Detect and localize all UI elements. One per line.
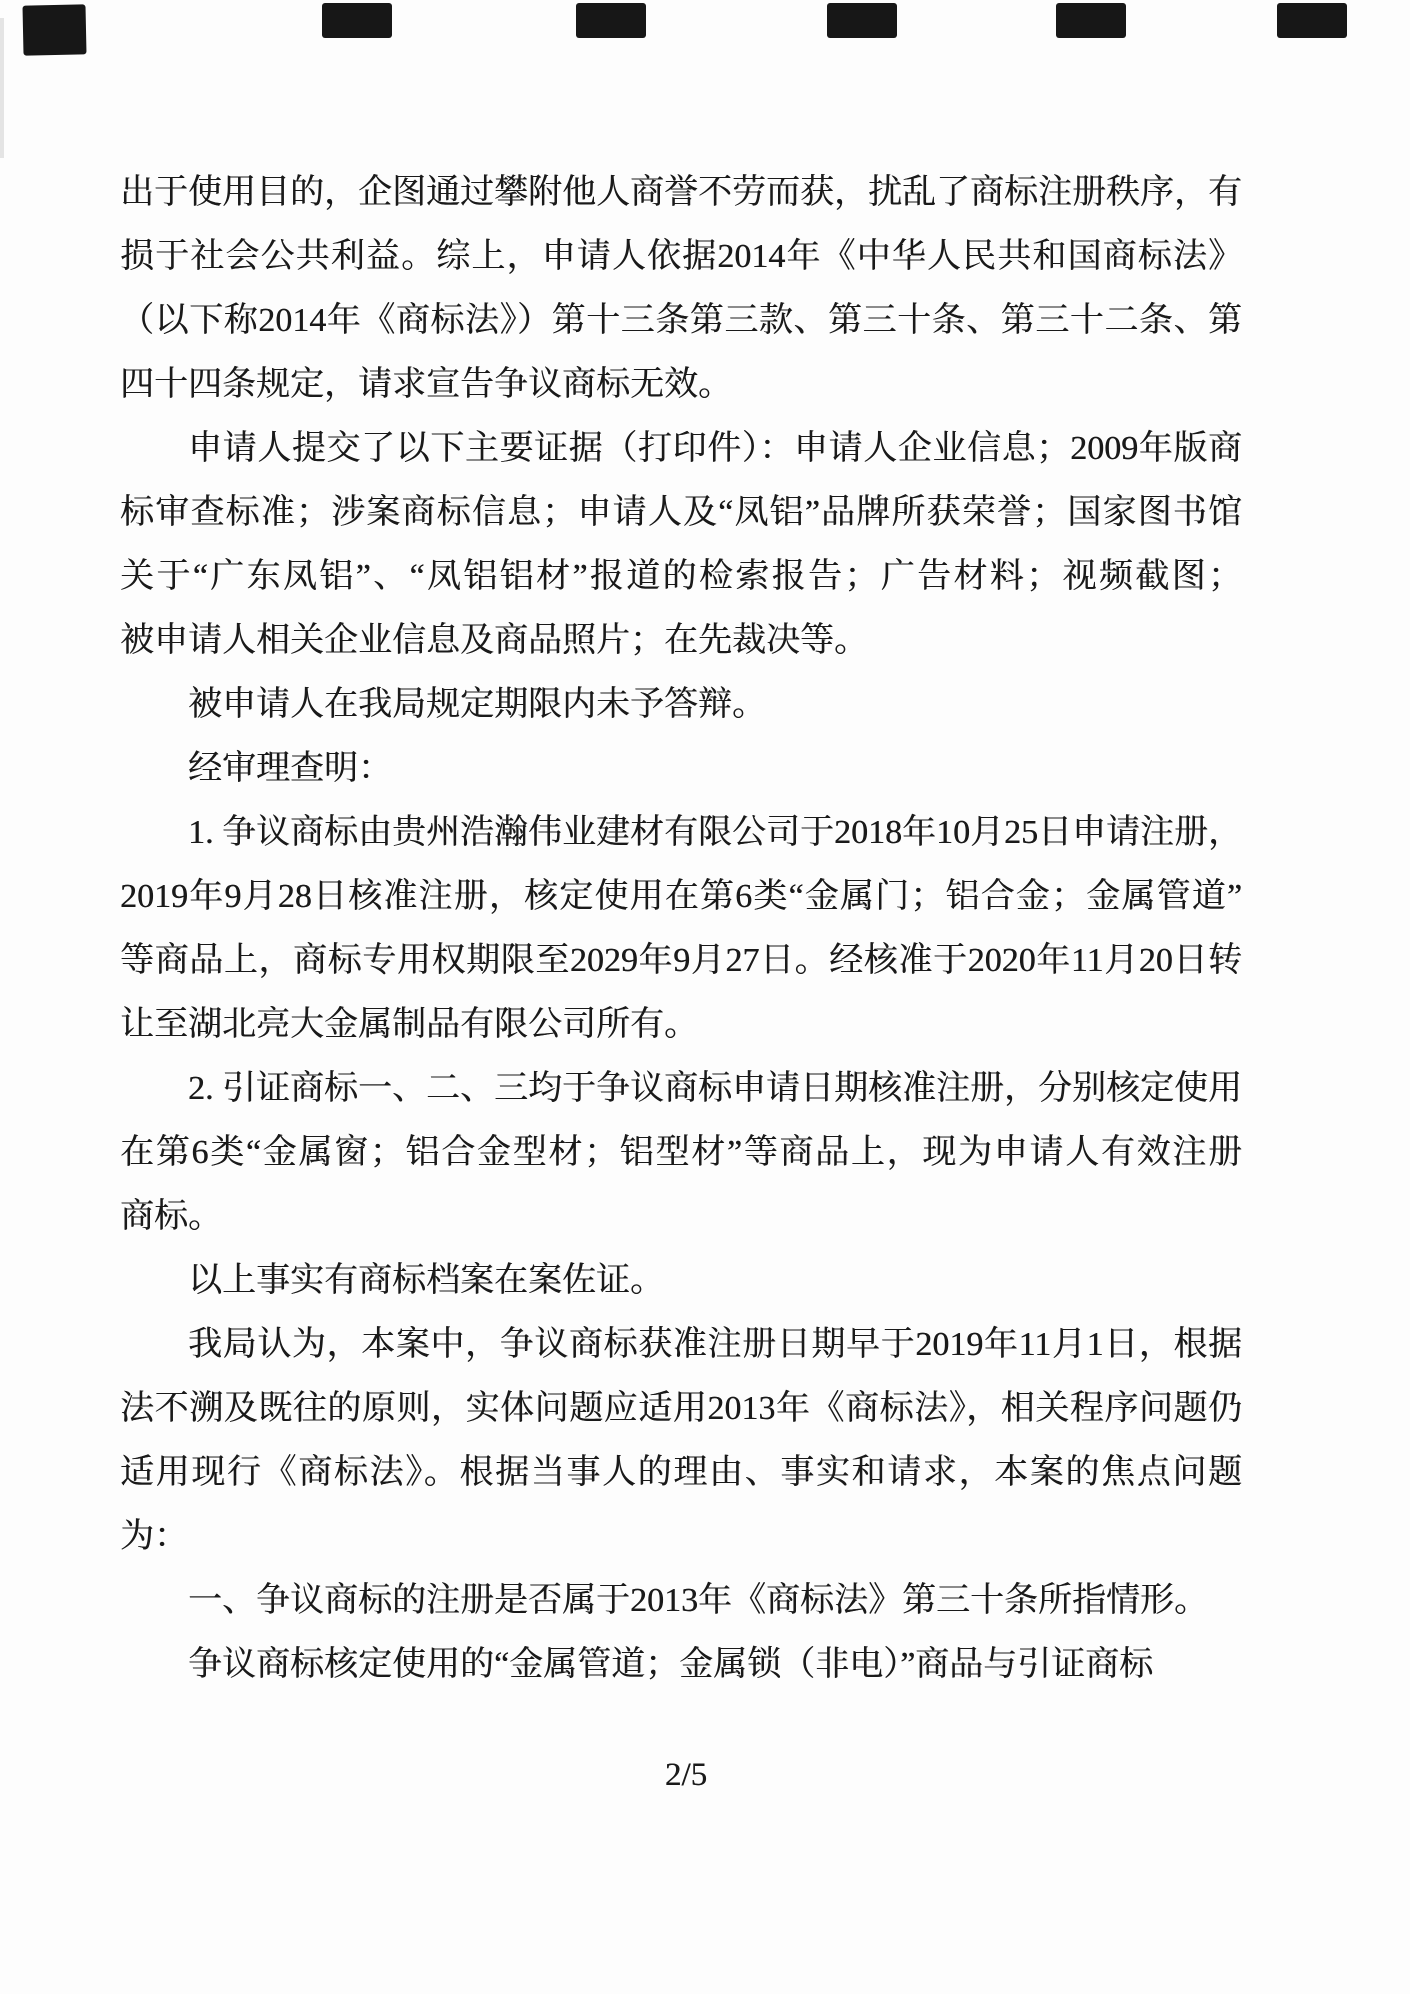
scan-artifact — [322, 3, 392, 38]
text-line: 为： — [120, 1518, 188, 1555]
text-line: 商标。 — [120, 1198, 222, 1235]
page-number: 2/5 — [664, 1757, 708, 1793]
text-line: 在第6类“金属窗；铝合金型材；铝型材”等商品上，现为申请人有效注册 — [120, 1134, 1242, 1171]
text-line: 标审查标准；涉案商标信息；申请人及“凤铝”品牌所获荣誉；国家图书馆 — [120, 494, 1242, 531]
text-line: （以下称2014年《商标法》）第十三条第三款、第三十条、第三十二条、第 — [120, 302, 1242, 339]
text-line: 我局认为，本案中，争议商标获准注册日期早于2019年11月1日，根据 — [188, 1326, 1242, 1363]
text-line: 申请人提交了以下主要证据（打印件）：申请人企业信息；2009年版商 — [188, 430, 1242, 467]
text-line: 法不溯及既往的原则，实体问题应适用2013年《商标法》，相关程序问题仍 — [120, 1390, 1242, 1427]
text-line: 经审理查明： — [188, 750, 392, 787]
text-line: 损于社会公共利益。综上，申请人依据2014年《中华人民共和国商标法》 — [120, 238, 1242, 275]
text-line: 适用现行《商标法》。根据当事人的理由、事实和请求，本案的焦点问题 — [120, 1454, 1242, 1491]
text-line: 四十四条规定，请求宣告争议商标无效。 — [120, 366, 732, 403]
scan-artifact — [1277, 3, 1347, 38]
text-line: 一、争议商标的注册是否属于2013年《商标法》第三十条所指情形。 — [188, 1582, 1208, 1619]
text-line: 被申请人在我局规定期限内未予答辩。 — [188, 686, 766, 723]
text-line: 关于“广东凤铝”、“凤铝铝材”报道的检索报告；广告材料；视频截图； — [120, 558, 1242, 595]
scan-edge-artifact — [0, 18, 4, 158]
text-line: 争议商标核定使用的“金属管道；金属锁（非电）”商品与引证商标 — [188, 1646, 1154, 1683]
text-line: 1. 争议商标由贵州浩瀚伟业建材有限公司于2018年10月25日申请注册， — [188, 814, 1242, 851]
text-line: 以上事实有商标档案在案佐证。 — [188, 1262, 664, 1299]
text-line: 2019年9月28日核准注册，核定使用在第6类“金属门；铝合金；金属管道” — [120, 878, 1242, 915]
scan-artifact — [22, 4, 86, 55]
text-line: 2. 引证商标一、二、三均于争议商标申请日期核准注册，分别核定使用 — [188, 1070, 1242, 1107]
scan-artifact — [827, 3, 897, 38]
document-body — [120, 161, 1242, 1697]
text-line: 被申请人相关企业信息及商品照片；在先裁决等。 — [120, 622, 868, 659]
scan-artifact — [576, 3, 646, 38]
scan-artifact — [1056, 3, 1126, 38]
text-line: 出于使用目的，企图通过攀附他人商誉不劳而获，扰乱了商标注册秩序，有 — [120, 174, 1242, 211]
text-line: 等商品上，商标专用权期限至2029年9月27日。经核准于2020年11月20日转 — [120, 942, 1242, 979]
text-line: 让至湖北亮大金属制品有限公司所有。 — [120, 1006, 698, 1043]
